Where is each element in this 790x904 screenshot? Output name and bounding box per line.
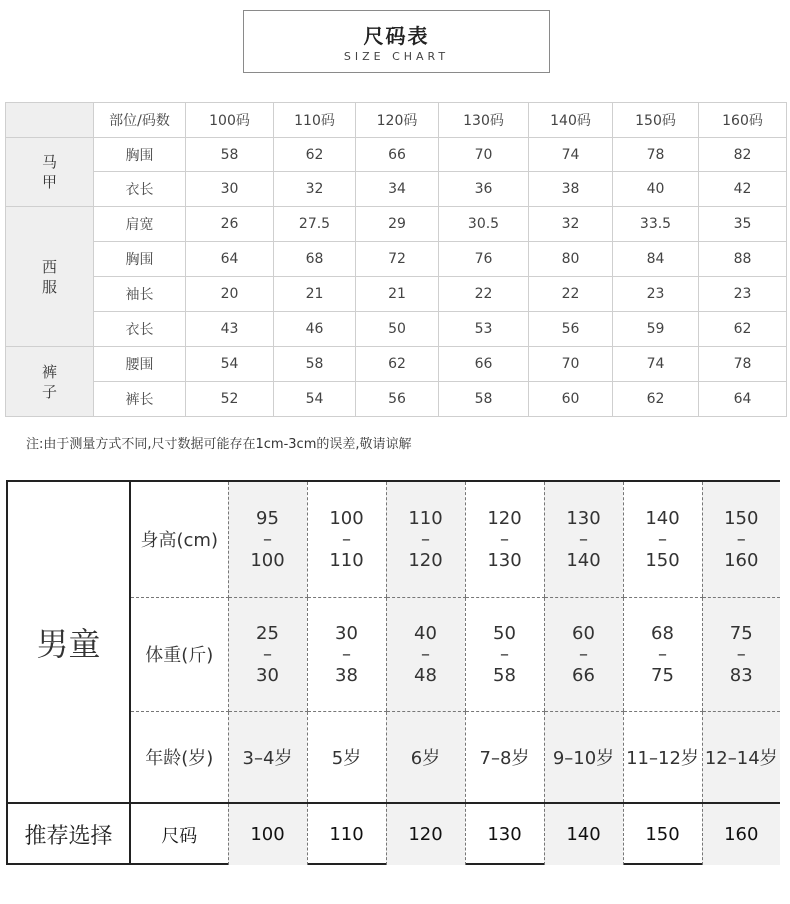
boys-value: 5岁 — [307, 711, 386, 803]
boys-value — [307, 482, 386, 597]
boys-row — [8, 482, 780, 597]
range-start: 150 — [724, 507, 759, 529]
measure-value: 22 — [439, 277, 529, 312]
recommend-size: 120 — [386, 803, 465, 865]
measure-value: 38 — [529, 172, 613, 207]
range-start: 130 — [566, 507, 601, 529]
recommend-size: 110 — [307, 803, 386, 865]
range-dash: – — [736, 643, 746, 665]
range-start: 60 — [572, 622, 595, 644]
size-row — [6, 207, 787, 242]
measure-value: 62 — [613, 382, 699, 417]
measure-label: 衣长 — [94, 172, 186, 207]
range-dash: – — [342, 528, 351, 550]
measure-value: 78 — [613, 138, 699, 172]
boys-value — [386, 597, 465, 711]
measure-value: 52 — [186, 382, 274, 417]
garment-category-label: 裤子 — [41, 362, 57, 401]
garment-category — [6, 347, 94, 417]
size-row — [6, 242, 787, 277]
range-end: 140 — [566, 549, 601, 571]
measure-value: 27.5 — [274, 207, 356, 242]
size-chart-table — [5, 102, 787, 417]
garment-category — [6, 138, 94, 207]
boys-value — [307, 597, 386, 711]
range-dash: – — [500, 528, 509, 550]
measure-value: 22 — [529, 277, 613, 312]
header-label: 部位/码数 — [94, 103, 186, 138]
measure-value: 59 — [613, 312, 699, 347]
size-row — [6, 172, 787, 207]
range-end: 110 — [329, 549, 364, 571]
measure-value: 30 — [186, 172, 274, 207]
range-dash: – — [579, 643, 588, 665]
measure-value: 66 — [356, 138, 439, 172]
measure-value: 70 — [529, 347, 613, 382]
measure-value: 88 — [699, 242, 787, 277]
range-dash: – — [342, 643, 351, 665]
size-row — [6, 138, 787, 172]
range-end: 38 — [335, 664, 358, 686]
range-start: 95 — [256, 507, 279, 529]
size-label: 尺码 — [130, 803, 228, 865]
measure-value: 53 — [439, 312, 529, 347]
measure-value: 32 — [529, 207, 613, 242]
measure-value: 68 — [274, 242, 356, 277]
recommend-size: 130 — [465, 803, 544, 865]
range-dash: – — [263, 643, 272, 665]
measure-value: 70 — [439, 138, 529, 172]
measure-value: 56 — [529, 312, 613, 347]
measure-value: 50 — [356, 312, 439, 347]
range-end: 120 — [408, 549, 443, 571]
measure-value: 58 — [274, 347, 356, 382]
title-sub: SIZE CHART — [343, 50, 450, 63]
range-start: 68 — [651, 622, 674, 644]
size-header-row — [6, 103, 787, 138]
measure-value: 58 — [439, 382, 529, 417]
range-dash: – — [579, 528, 588, 550]
range-start: 30 — [335, 622, 358, 644]
measure-value: 84 — [613, 242, 699, 277]
measure-label: 肩宽 — [94, 207, 186, 242]
recommend-size: 140 — [544, 803, 623, 865]
boys-value — [702, 597, 780, 711]
measure-value: 54 — [186, 347, 274, 382]
boys-value — [465, 597, 544, 711]
title-box — [243, 10, 550, 73]
recommend-size: 150 — [623, 803, 702, 865]
measure-value: 62 — [274, 138, 356, 172]
size-header-1: 110码 — [274, 103, 356, 138]
size-header-5: 150码 — [613, 103, 699, 138]
measure-value: 34 — [356, 172, 439, 207]
boys-value — [228, 482, 307, 597]
measure-label: 胸围 — [94, 138, 186, 172]
boys-value — [228, 597, 307, 711]
range-dash: – — [658, 643, 667, 665]
measure-label: 衣长 — [94, 312, 186, 347]
measure-label: 胸围 — [94, 242, 186, 277]
measure-label: 腰围 — [94, 347, 186, 382]
measure-value: 23 — [699, 277, 787, 312]
boys-value — [623, 482, 702, 597]
measure-value: 33.5 — [613, 207, 699, 242]
range-start: 140 — [645, 507, 680, 529]
boys-row-label: 年龄(岁) — [130, 711, 228, 803]
range-dash: – — [658, 528, 667, 550]
size-row — [6, 312, 787, 347]
measure-value: 36 — [439, 172, 529, 207]
garment-category-label: 西服 — [41, 257, 57, 296]
range-end: 48 — [414, 664, 437, 686]
title-main: 尺码表 — [363, 24, 430, 48]
boys-value: 6岁 — [386, 711, 465, 803]
measure-value: 21 — [274, 277, 356, 312]
measure-value: 20 — [186, 277, 274, 312]
range-dash: – — [421, 528, 430, 550]
size-header-3: 130码 — [439, 103, 529, 138]
boys-size-table — [6, 480, 780, 865]
measure-value: 23 — [613, 277, 699, 312]
measure-value: 74 — [529, 138, 613, 172]
measure-value: 46 — [274, 312, 356, 347]
boys-value: 12–14岁 — [702, 711, 780, 803]
measure-value: 42 — [699, 172, 787, 207]
measure-value: 54 — [274, 382, 356, 417]
boys-value — [623, 597, 702, 711]
size-header-6: 160码 — [699, 103, 787, 138]
measure-value: 80 — [529, 242, 613, 277]
corner-cell — [6, 103, 94, 138]
boys-value — [465, 482, 544, 597]
range-dash: – — [263, 528, 272, 550]
measure-value: 43 — [186, 312, 274, 347]
range-dash: – — [500, 643, 509, 665]
range-end: 160 — [724, 549, 759, 571]
measure-value: 29 — [356, 207, 439, 242]
range-end: 58 — [493, 664, 516, 686]
measure-value: 82 — [699, 138, 787, 172]
garment-category-label: 马甲 — [41, 153, 57, 191]
measure-value: 78 — [699, 347, 787, 382]
measure-value: 60 — [529, 382, 613, 417]
measure-value: 72 — [356, 242, 439, 277]
range-start: 110 — [408, 507, 443, 529]
range-end: 30 — [256, 664, 279, 686]
range-end: 66 — [572, 664, 595, 686]
size-row — [6, 347, 787, 382]
boys-row-label: 身高(cm) — [130, 482, 228, 597]
measure-value: 74 — [613, 347, 699, 382]
boys-value: 3–4岁 — [228, 711, 307, 803]
measure-value: 32 — [274, 172, 356, 207]
range-start: 25 — [256, 622, 279, 644]
recommend-size: 160 — [702, 803, 780, 865]
size-row — [6, 277, 787, 312]
range-end: 100 — [250, 549, 285, 571]
range-start: 40 — [414, 622, 437, 644]
size-header-4: 140码 — [529, 103, 613, 138]
measure-value: 35 — [699, 207, 787, 242]
measure-value: 26 — [186, 207, 274, 242]
measure-value: 58 — [186, 138, 274, 172]
size-row — [6, 382, 787, 417]
measure-value: 66 — [439, 347, 529, 382]
boys-value — [702, 482, 780, 597]
range-dash: – — [736, 528, 746, 550]
range-end: 83 — [729, 664, 753, 686]
range-end: 130 — [487, 549, 522, 571]
range-start: 75 — [729, 622, 753, 644]
size-header-2: 120码 — [356, 103, 439, 138]
boys-value — [386, 482, 465, 597]
measure-value: 40 — [613, 172, 699, 207]
recommend-size: 100 — [228, 803, 307, 865]
measurement-note: 注:由于测量方式不同,尺寸数据可能存在1cm-3cm的误差,敬请谅解 — [26, 437, 412, 452]
boys-value — [544, 482, 623, 597]
recommend-row — [8, 803, 780, 865]
boys-title: 男童 — [8, 482, 130, 803]
garment-category — [6, 207, 94, 347]
boys-value — [544, 597, 623, 711]
boys-value: 11–12岁 — [623, 711, 702, 803]
range-end: 150 — [645, 549, 680, 571]
size-header-0: 100码 — [186, 103, 274, 138]
measure-value: 64 — [699, 382, 787, 417]
measure-label: 裤长 — [94, 382, 186, 417]
boys-value: 9–10岁 — [544, 711, 623, 803]
measure-value: 62 — [356, 347, 439, 382]
measure-value: 30.5 — [439, 207, 529, 242]
range-dash: – — [421, 643, 430, 665]
range-start: 50 — [493, 622, 516, 644]
range-start: 100 — [329, 507, 364, 529]
range-start: 120 — [487, 507, 522, 529]
range-end: 75 — [651, 664, 674, 686]
boys-value: 7–8岁 — [465, 711, 544, 803]
boys-row-label: 体重(斤) — [130, 597, 228, 711]
measure-value: 76 — [439, 242, 529, 277]
measure-label: 袖长 — [94, 277, 186, 312]
measure-value: 56 — [356, 382, 439, 417]
measure-value: 62 — [699, 312, 787, 347]
measure-value: 21 — [356, 277, 439, 312]
measure-value: 64 — [186, 242, 274, 277]
recommend-label: 推荐选择 — [8, 803, 130, 865]
